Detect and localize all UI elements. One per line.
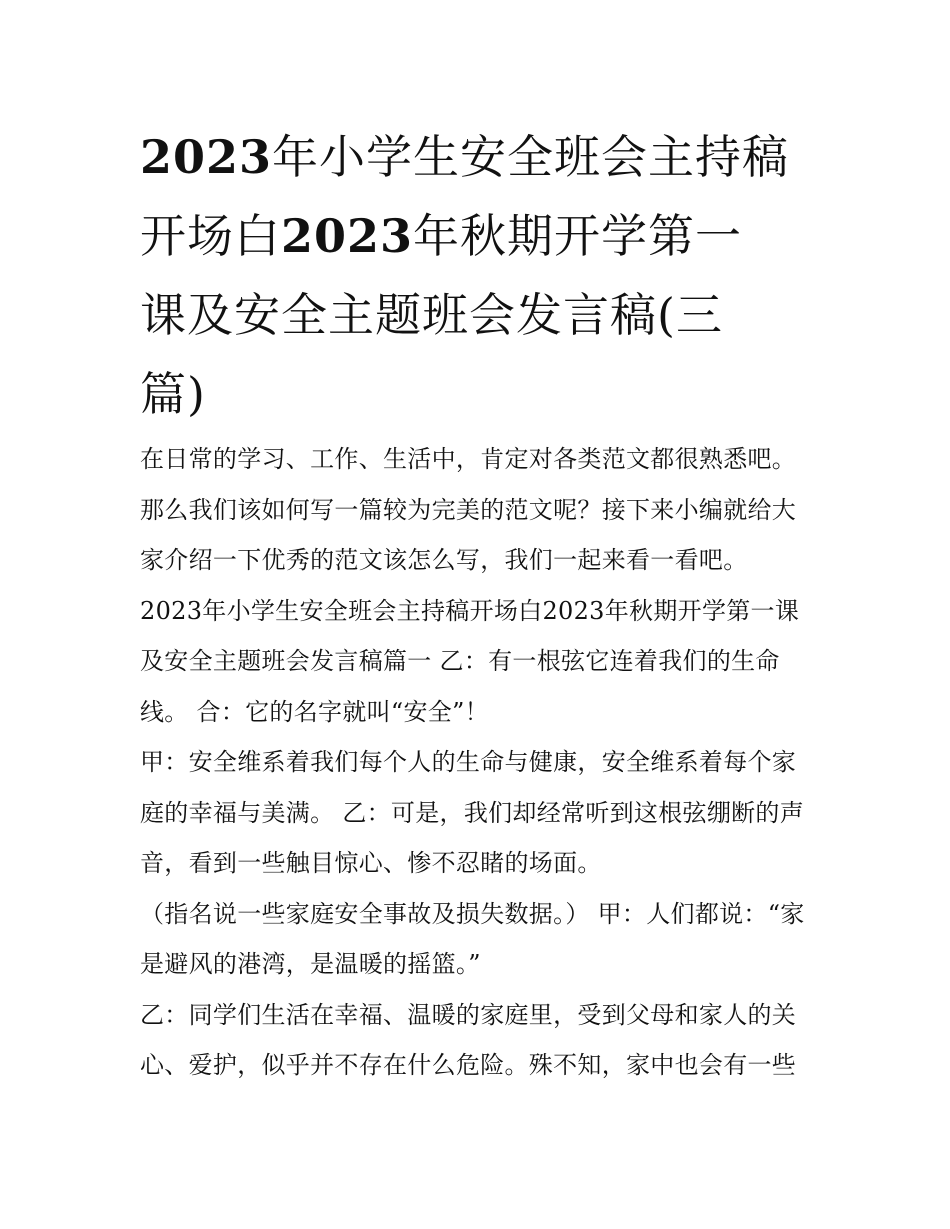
paragraph-intro: 在日常的学习、工作、生活中，肯定对各类范文都很熟悉吧。那么我们该如何写一篇较为完美的范文呢？接下来小编就给大家介绍一下优秀的范文该怎么写，我们一起来看一看吧。 [140, 445, 797, 574]
title-line-2-text-a: 开场白 [140, 209, 281, 263]
paragraph-note: （指名说一些家庭安全事故及损失数据。） 甲：人们都说：“家是避风的港湾，是温暖的摇篮。” [140, 899, 805, 978]
title-line-4-text: 篇) [140, 367, 206, 421]
paragraph-opening: 2023年小学生安全班会主持稿开场白2023年秋期开学第一课及安全主题班会发言稿篇一 乙：有一根弦它连着我们的生命线。 合：它的名字就叫“安全”！ [140, 596, 800, 726]
title-line-3-text: 课及安全主题班会发言稿(三 [140, 288, 723, 342]
title-line-2-text-b: 年秋期开学第一 [413, 209, 743, 263]
title-year-2: 2023 [281, 209, 414, 263]
document-body [140, 434, 812, 1091]
document-title [140, 118, 820, 434]
paragraph-yi-1: 乙：同学们生活在幸福、温暖的家庭里，受到父母和家人的关心、爱护，似乎并不存在什么危险。殊不知，家中也会有一些 [140, 1000, 797, 1079]
paragraph-jia-1: 甲：安全维系着我们每个人的生命与健康，安全维系着每个家庭的幸福与美满。 乙：可是，我们却经常听到这根弦绷断的声音，看到一些触目惊心、惨不忍睹的场面。 [140, 748, 805, 877]
title-line-1-text: 年小学生安全班会主持稿 [272, 130, 790, 184]
title-year-1: 2023 [140, 130, 273, 184]
